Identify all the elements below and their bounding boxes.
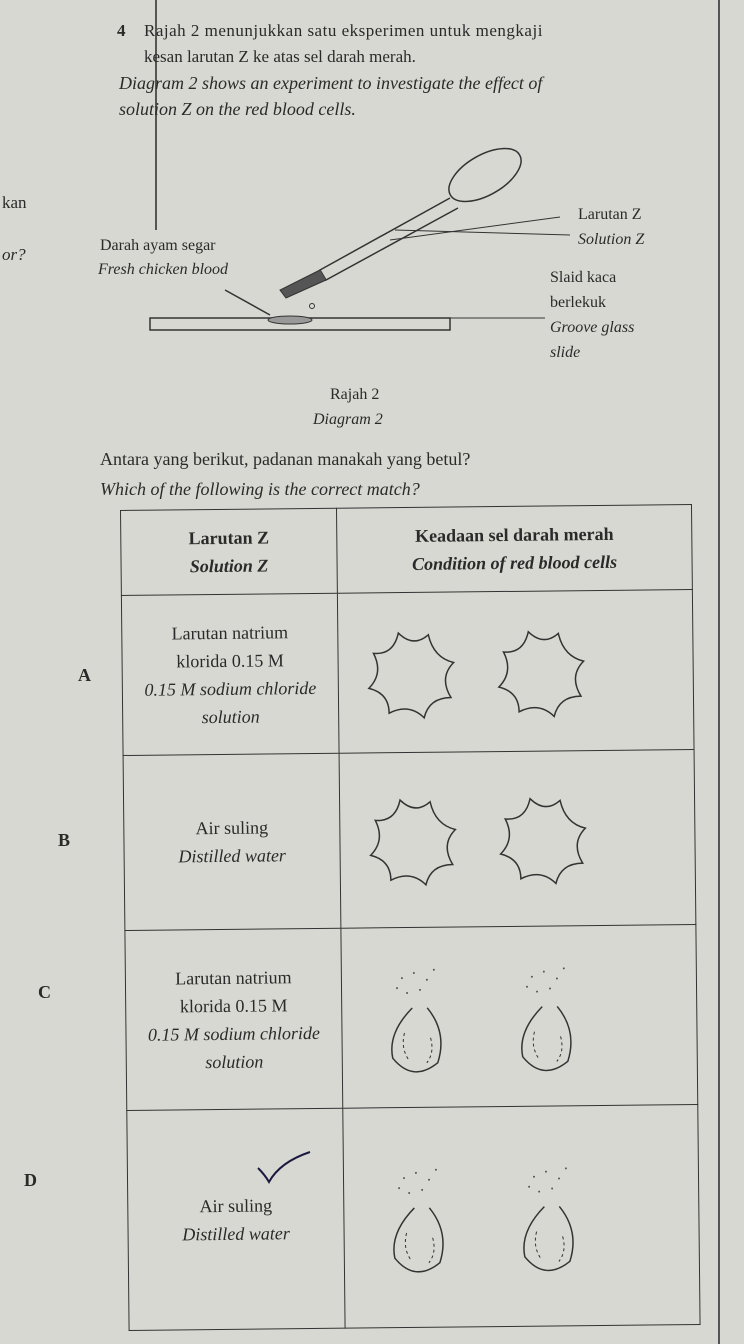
question-number: 4 <box>117 21 126 40</box>
option-letter-b: B <box>58 830 71 850</box>
question-malay-line1: Rajah 2 menunjukkan satu eksperimen untuk mengkaji <box>144 21 543 40</box>
question-malay-line2: kesan larutan Z ke atas sel darah merah. <box>144 47 416 66</box>
dropper-icon <box>280 140 560 298</box>
label-blood-english: Fresh chicken blood <box>98 261 229 278</box>
label-solution-malay: Larutan Z <box>578 206 642 223</box>
margin-fragment: or? <box>2 245 26 264</box>
header-condition-malay: Keadaan sel darah merah <box>414 523 614 546</box>
table-row <box>123 750 696 931</box>
prompt-english: Which of the following is the correct match? <box>100 479 420 499</box>
lysed-cells-icon <box>344 1145 685 1289</box>
option-letter-c: C <box>38 982 51 1002</box>
table-row <box>121 590 694 756</box>
diagram-caption-malay: Rajah 2 <box>330 386 380 403</box>
condition-cell <box>339 750 696 929</box>
checkmark-icon <box>255 1150 315 1190</box>
question-english-line1: Diagram 2 shows an experiment to investigate the effect of <box>119 73 543 93</box>
margin-fragment: kan <box>2 193 27 212</box>
solution-cell <box>127 1108 345 1330</box>
header-solution-malay: Larutan Z <box>188 527 270 549</box>
answer-table <box>120 504 701 1331</box>
solution-malay: Larutan natrium klorida 0.15 M <box>171 621 289 671</box>
option-letter-d: D <box>24 1170 37 1190</box>
label-solution-english: Solution Z <box>578 231 645 248</box>
condition-cell <box>341 924 698 1108</box>
header-solution-english: Solution Z <box>189 555 269 577</box>
header-condition <box>336 505 692 594</box>
solution-malay: Air suling <box>195 817 269 839</box>
solution-malay: Air suling <box>199 1194 273 1216</box>
option-letter-a: A <box>78 665 91 685</box>
solution-english: Distilled water <box>178 845 286 867</box>
solution-english: Distilled water <box>182 1222 290 1244</box>
question-english-line2: solution Z on the red blood cells. <box>119 99 356 119</box>
label-slide-malay-2: berlekuk <box>550 294 606 311</box>
lysed-cells-icon <box>342 945 683 1089</box>
header-solution <box>121 508 338 595</box>
crenated-cells-icon <box>338 610 679 734</box>
header-condition-english: Condition of red blood cells <box>411 551 618 574</box>
solution-cell <box>123 753 341 930</box>
condition-cell <box>343 1104 700 1328</box>
solution-malay: Larutan natrium klorida 0.15 M <box>175 966 292 1016</box>
solution-cell <box>121 593 339 755</box>
label-blood-malay: Darah ayam segar <box>100 237 216 254</box>
table-row <box>127 1104 700 1330</box>
margin-line-right <box>718 0 720 1344</box>
crenated-cells-icon <box>340 772 681 906</box>
solution-english: 0.15 M sodium chloride solution <box>144 677 317 727</box>
label-slide-english-2: slide <box>550 344 581 361</box>
solution-cell <box>125 928 343 1110</box>
diagram-caption-english: Diagram 2 <box>313 411 383 428</box>
table-row <box>125 924 698 1110</box>
prompt-malay: Antara yang berikut, padanan manakah yang betul? <box>100 449 471 469</box>
condition-cell <box>337 590 694 754</box>
solution-english: 0.15 M sodium chloride solution <box>147 1022 321 1072</box>
table-header-row <box>121 505 693 596</box>
blood-drop-icon <box>310 304 315 309</box>
label-slide-malay-1: Slaid kaca <box>550 269 617 286</box>
label-slide-english-1: Groove glass <box>550 319 635 336</box>
